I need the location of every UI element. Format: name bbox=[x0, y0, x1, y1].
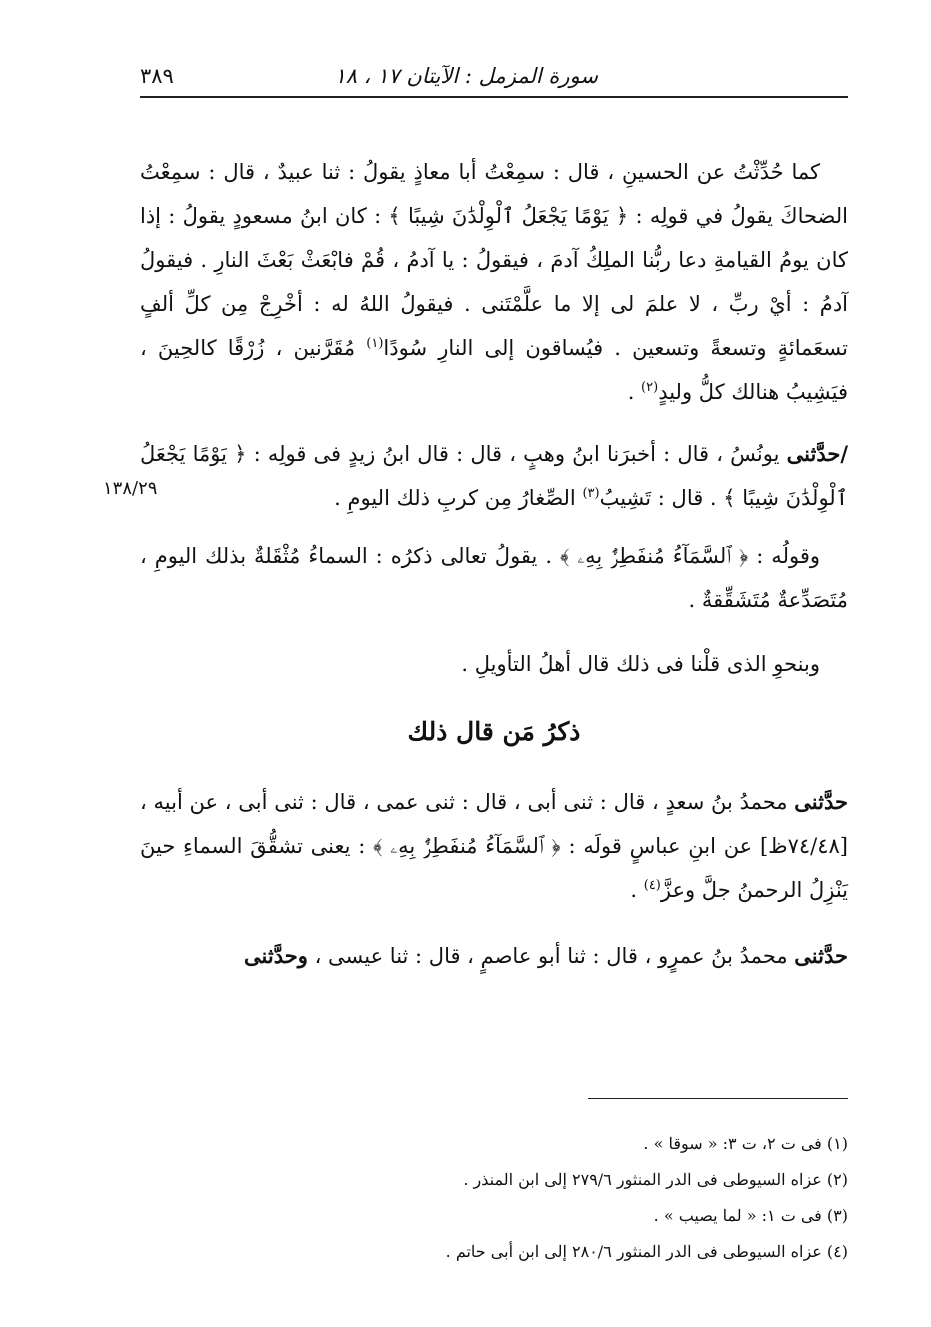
paragraph-5 bbox=[140, 780, 848, 912]
paragraph-6 bbox=[140, 934, 848, 978]
paragraph-4: وبنحوِ الذى قلْنا فى ذلك قال أهلُ التأويلِ . bbox=[461, 652, 820, 676]
paragraph-5-end: . bbox=[630, 878, 644, 902]
footnote-2: (٢) عزاه السيوطى فى الدر المنثور ٢٧٩/٦ إلى ابن المنذر . bbox=[463, 1170, 848, 1189]
section-heading: ذكرُ مَن قال ذلك bbox=[407, 717, 581, 746]
paragraph-2-end: الصِّغارُ مِن كربِ ذلك اليومِ . bbox=[334, 486, 583, 510]
page-number: ٣٨٩ bbox=[140, 64, 174, 88]
footnote-3: (٣) فى ت ١: « لما يصيب » . bbox=[653, 1206, 848, 1225]
paragraph-1-mid: مُقَرَّنين ، زُرْقًا كالحِينَ ، فيَشِيبُ هنالك كلُّ وليدٍ bbox=[140, 336, 848, 404]
paragraph-5-lead: حدَّثنى bbox=[794, 789, 848, 814]
footnotes bbox=[140, 1126, 848, 1270]
paragraph-1-end: . bbox=[627, 380, 642, 404]
paragraph-6-end: وحدَّثنى bbox=[244, 943, 308, 968]
paragraph-1-text: كما حُدِّثْتُ عن الحسينِ ، قال : سمِعْتُ أبا معاذٍ يقولُ : ثنا عبيدٌ ، قال : سمِعْتُ الضحاكَ يقولُ في قولِه : ﴿ يَوْمًا يَجْعَلُ ٱلْوِلْدَٰنَ شِيبًا ﴾ : كان ابنُ مسعودٍ يقولُ : إذا كان يومُ القيامةِ دعا ربُّنا الملِكُ آدمَ ، فيقولُ : يا آدمُ ، قُمْ فابْعَثْ بَعْثَ النارِ . فيقولُ آدمُ : أيْ ربِّ ، لا علمَ لى إلا ما علَّمْتَنى . فيقولُ اللهُ له : أخْرِجْ مِن كلِّ ألفٍ تسعَمائةٍ وتسعةً وتسعين . فيُساقون إلى النارِ سُودًا bbox=[140, 160, 848, 360]
paragraph-2-text: يونُسُ ، قال : أخبرَنا ابنُ وهبٍ ، قال : قال ابنُ زيدٍ فى قولِه : ﴿ يَوْمًا يَجْعَلُ ٱلْوِلْدَٰنَ شِيبًا ﴾ . قال : تَشِيبُ bbox=[140, 442, 848, 510]
footnote-4: (٤) عزاه السيوطى فى الدر المنثور ٢٨٠/٦ إلى ابن أبى حاتم . bbox=[445, 1242, 848, 1261]
footnote-separator bbox=[588, 1098, 848, 1099]
margin-reference: ١٣٨/٢٩ bbox=[103, 478, 158, 499]
paragraph-6-lead: حدَّثنى bbox=[794, 943, 848, 968]
footnote-ref-4: (٤) bbox=[643, 878, 661, 893]
header-rule bbox=[140, 96, 848, 98]
paragraph-3: وقولُه : ﴿ ٱلسَّمَآءُ مُنفَطِرٌۢ بِهِۦ ﴾ . يقولُ تعالى ذكرُه : السماءُ مُثْقَلةٌ بذلك اليومِ ، مُتَصَدِّعةٌ مُتَشَقِّقةٌ . bbox=[140, 544, 848, 612]
footnote-ref-1: (١) bbox=[366, 336, 384, 351]
paragraph-6-text: محمدُ بنُ عمرٍو ، قال : ثنا أبو عاصمٍ ، قال : ثنا عيسى ، bbox=[307, 944, 795, 968]
footnote-1: (١) فى ت ٢، ت ٣: « سوقا » . bbox=[643, 1134, 848, 1153]
paragraph-5-text: محمدُ بنُ سعدٍ ، قال : ثنى أبى ، قال : ثنى عمى ، قال : ثنى أبى ، عن أبيه ، [٧٤/٤٨ظ] عن ابنِ عباسٍ قولَه : ﴿ ٱلسَّمَآءُ مُنفَطِرٌۢ بِهِۦ ﴾ : يعنى تشقُّقَ السماءِ حينَ يَنْزِلُ الرحمنُ جلَّ وعزَّ bbox=[140, 790, 848, 902]
main-text bbox=[140, 150, 848, 978]
paragraph-1 bbox=[140, 150, 848, 414]
paragraph-2-lead: /حدَّثنى bbox=[786, 441, 848, 466]
footnote-ref-2: (٢) bbox=[641, 380, 659, 395]
page-header bbox=[140, 58, 848, 98]
footnote-ref-3: (٣) bbox=[582, 486, 600, 501]
paragraph-2 bbox=[140, 432, 848, 520]
running-title: سورة المزمل : الآيتان ١٧ ، ١٨ bbox=[334, 64, 598, 88]
